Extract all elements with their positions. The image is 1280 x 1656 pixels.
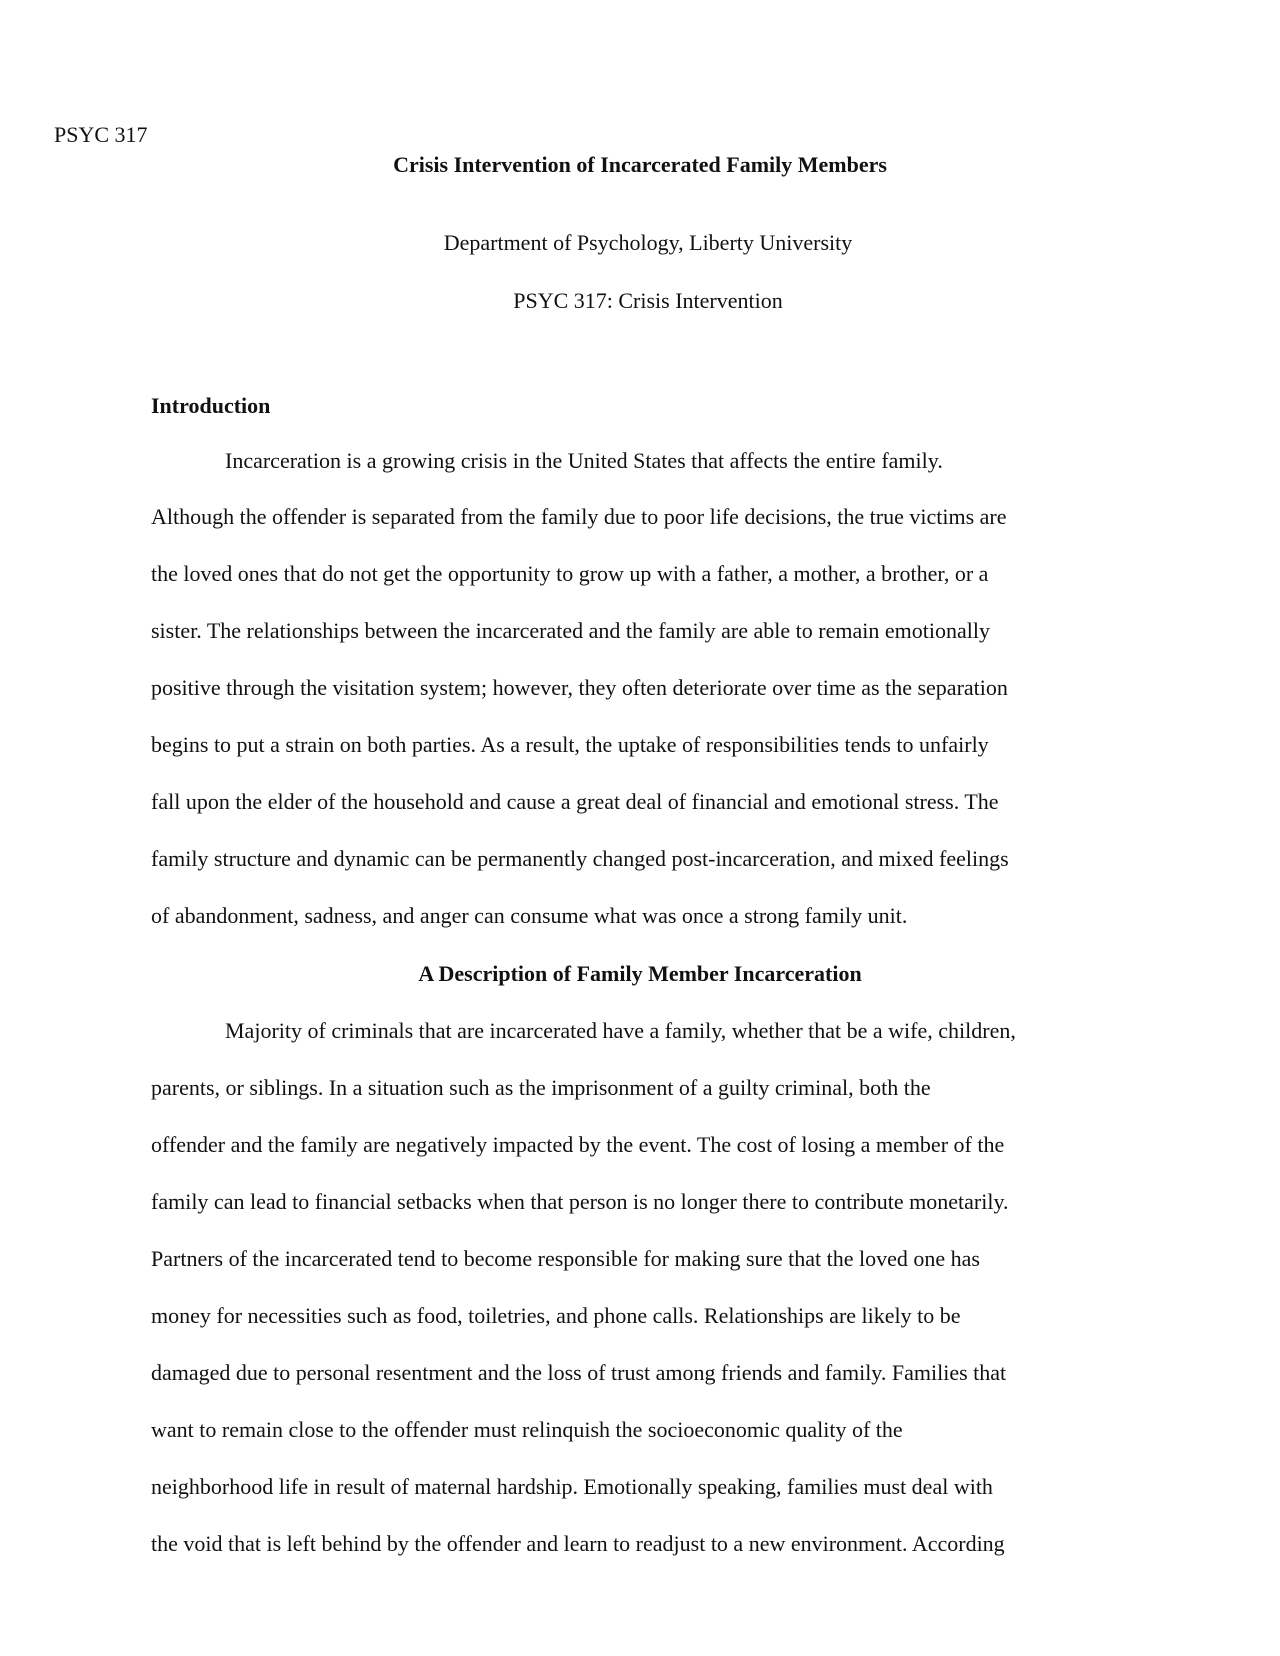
paragraph-line: Majority of criminals that are incarcerated have a family, whether that be a wife, children, bbox=[225, 1018, 1016, 1043]
paragraph-line: money for necessities such as food, toiletries, and phone calls. Relationships are likely to be bbox=[151, 1303, 961, 1328]
paragraph-line: offender and the family are negatively impacted by the event. The cost of losing a member of the bbox=[151, 1132, 1005, 1157]
running-head: PSYC 317 bbox=[54, 122, 148, 147]
section-heading-introduction: Introduction bbox=[151, 393, 271, 418]
paragraph-line: damaged due to personal resentment and the loss of trust among friends and family. Families that bbox=[151, 1360, 1007, 1385]
paragraph-line: the loved ones that do not get the opportunity to grow up with a father, a mother, a brother, or a bbox=[151, 561, 989, 586]
paragraph-line: positive through the visitation system; however, they often deteriorate over time as the separation bbox=[151, 675, 1008, 700]
paragraph-line: sister. The relationships between the incarcerated and the family are able to remain emotionally bbox=[151, 618, 990, 643]
paragraph-line: parents, or siblings. In a situation such as the imprisonment of a guilty criminal, both the bbox=[151, 1075, 931, 1100]
document-title: Crisis Intervention of Incarcerated Family Members bbox=[393, 152, 887, 177]
paragraph-line: begins to put a strain on both parties. As a result, the uptake of responsibilities tends to unfairly bbox=[151, 732, 989, 757]
paragraph-line: Partners of the incarcerated tend to become responsible for making sure that the loved one has bbox=[151, 1246, 980, 1271]
course-name: PSYC 317: Crisis Intervention bbox=[513, 288, 783, 313]
paragraph-line: fall upon the elder of the household and cause a great deal of financial and emotional stress. The bbox=[151, 789, 999, 814]
paragraph-line: neighborhood life in result of maternal hardship. Emotionally speaking, families must deal with bbox=[151, 1474, 993, 1499]
section-heading-description: A Description of Family Member Incarceration bbox=[418, 961, 862, 986]
paragraph-line: family structure and dynamic can be permanently changed post-incarceration, and mixed feelings bbox=[151, 846, 1009, 871]
paragraph-line: the void that is left behind by the offender and learn to readjust to a new environment. According bbox=[151, 1531, 1005, 1556]
author-affiliation: Department of Psychology, Liberty University bbox=[443, 230, 853, 255]
paragraph-line: family can lead to financial setbacks when that person is no longer there to contribute monetarily. bbox=[151, 1189, 1009, 1214]
paragraph-line: Although the offender is separated from the family due to poor life decisions, the true victims are bbox=[151, 504, 1007, 529]
paragraph-line: of abandonment, sadness, and anger can consume what was once a strong family unit. bbox=[151, 903, 908, 928]
paragraph-line: want to remain close to the offender must relinquish the socioeconomic quality of the bbox=[151, 1417, 903, 1442]
paragraph-line: Incarceration is a growing crisis in the United States that affects the entire family. bbox=[225, 448, 943, 473]
